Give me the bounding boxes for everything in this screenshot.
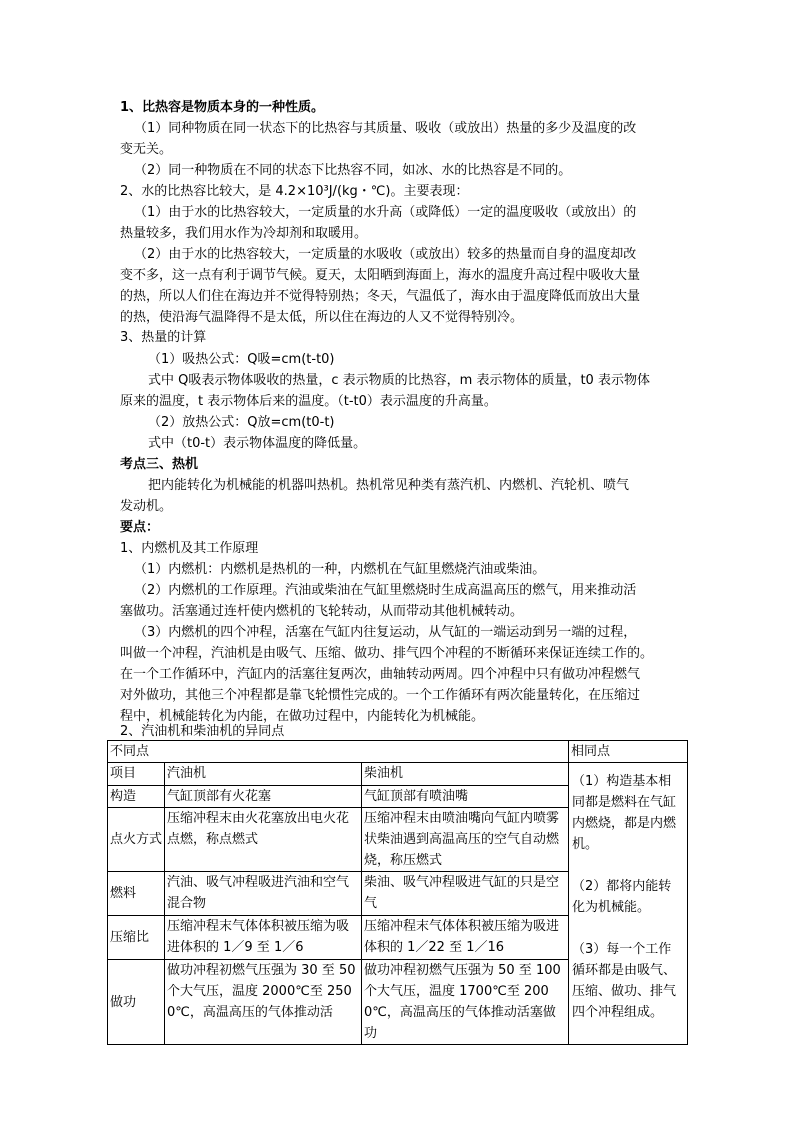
row-item: 压缩比 <box>108 915 165 959</box>
paragraph-line: （1）同种物质在同一状态下的比热容与其质量、吸收（或放出）热量的多少及温度的改 <box>134 121 637 136</box>
row-gas: 做功冲程初燃气压强为 30 至 50 个大气压，温度 2000℃至 2500℃，高温高压的气体推动活 <box>165 960 362 1045</box>
heading-comparison: 2、汽油机和柴油机的异同点 <box>120 724 285 739</box>
row-item: 燃料 <box>108 872 165 916</box>
row-gas: 汽油、吸气冲程吸进汽油和空气混合物 <box>165 872 362 916</box>
paragraph-line: 变无关。 <box>120 142 173 157</box>
paragraph-line: （1）由于水的比热容较大，一定质量的水升高（或降低）一定的温度吸收（或放出）的 <box>134 205 637 220</box>
paragraph-line: 原来的温度，t 表示物体后来的温度。（t-t0）表示温度的升高量。 <box>120 394 497 409</box>
same-point: （3）每一个工作循环都是由吸气、压缩、做功、排气四个冲程组成。 <box>572 942 677 1020</box>
paragraph-line: 在一个工作循环中，汽缸内的活塞往复两次，曲轴转动两周。四个冲程中只有做功冲程燃气 <box>120 667 641 682</box>
formula-heat-absorbed: （1）吸热公式：Q吸=cm(t-t0) <box>148 352 335 367</box>
row-diesel: 压缩冲程末由喷油嘴向气缸内喷雾状柴油遇到高温高压的空气自动燃烧，称压燃式 <box>362 808 569 872</box>
col-diesel-header: 柴油机 <box>362 763 569 786</box>
paragraph-line: （2）内燃机的工作原理。汽油或柴油在气缸里燃烧时生成高温高压的燃气，用来推动活 <box>134 583 637 598</box>
paragraph-line: 的热，使沿海气温降得不是太低，所以住在海边的人又不觉得特别冷。 <box>120 310 524 325</box>
paragraph-line: 把内能转化为机械能的机器叫热机。热机常见种类有蒸汽机、内燃机、汽轮机、喷气 <box>148 478 630 493</box>
heading-specific-heat-property: 1、比热容是物质本身的一种性质。 <box>120 100 325 115</box>
paragraph-line: 发动机。 <box>120 499 173 514</box>
row-diesel: 做功冲程初燃气压强为 50 至 100 个大气压，温度 1700℃至 2000℃，高温高压的气体推动活塞做功 <box>362 960 569 1045</box>
same-point: （2）都将内能转化为机械能。 <box>572 879 672 915</box>
same-point: （1）构造基本相同都是燃料在气缸内燃烧，都是内燃机。 <box>572 774 677 852</box>
heading-heat-engine: 考点三、热机 <box>120 457 199 472</box>
col-item-header: 项目 <box>108 763 165 786</box>
row-item: 点火方式 <box>108 808 165 872</box>
paragraph-line: （2）同一种物质在不同的状态下比热容不同，如冰、水的比热容是不同的。 <box>134 163 572 178</box>
col-gas-header: 汽油机 <box>165 763 362 786</box>
row-diesel: 压缩冲程末气体体积被压缩为吸进体积的 1／22 至 1／16 <box>362 915 569 959</box>
same-points-cell <box>569 763 688 1045</box>
comparison-table <box>107 740 688 1045</box>
row-item: 做功 <box>108 960 165 1045</box>
diff-header: 不同点 <box>108 741 569 763</box>
paragraph-line: 程中，机械能转化为内能，在做功过程中，内能转化为机械能。 <box>120 709 485 724</box>
formula-heat-released: （2）放热公式：Q放=cm(t0-t) <box>148 415 335 430</box>
paragraph-line: 2、水的比热容比较大，是 4.2×10³J/(kg・℃)。主要表现： <box>120 184 469 199</box>
heading-key-points: 要点： <box>120 520 160 535</box>
paragraph-line: （1）内燃机：内燃机是热机的一种，内燃机在气缸里燃烧汽油或柴油。 <box>134 562 546 577</box>
paragraph-line: 的热，所以人们住在海边并不觉得特别热；冬天，气温低了，海水由于温度降低而放出大量 <box>120 289 641 304</box>
heading-heat-calculation: 3、热量的计算 <box>120 330 207 345</box>
heading-internal-combustion: 1、内燃机及其工作原理 <box>120 541 259 556</box>
paragraph-line: 式中（t0-t）表示物体温度的降低量。 <box>148 436 367 451</box>
row-diesel: 气缸顶部有喷油嘴 <box>362 785 569 808</box>
paragraph-line: 热量较多，我们用水作为冷却剂和取暖用。 <box>120 226 368 241</box>
row-gas: 压缩冲程末由火花塞放出电火花点燃，称点燃式 <box>165 808 362 872</box>
paragraph-line: （2）由于水的比热容较大，一定质量的水吸收（或放出）较多的热量而自身的温度却改 <box>134 247 637 262</box>
paragraph-line: （3）内燃机的四个冲程，活塞在气缸内往复运动，从气缸的一端运动到另一端的过程， <box>134 625 637 640</box>
paragraph-line: 式中 Q吸表示物体吸收的热量，c 表示物质的比热容，m 表示物体的质量，t0 表示物体 <box>148 373 650 388</box>
row-gas: 气缸顶部有火花塞 <box>165 785 362 808</box>
paragraph-line: 对外做功，其他三个冲程都是靠飞轮惯性完成的。一个工作循环有两次能量转化，在压缩过 <box>120 688 641 703</box>
row-gas: 压缩冲程末气体体积被压缩为吸进体积的 1／9 至 1／6 <box>165 915 362 959</box>
row-diesel: 柴油、吸气冲程吸进气缸的只是空气 <box>362 872 569 916</box>
paragraph-line: 叫做一个冲程，汽油机是由吸气、压缩、做功、排气四个冲程的不断循环来保证连续工作的。 <box>120 646 654 661</box>
same-header: 相同点 <box>569 741 688 763</box>
row-item: 构造 <box>108 785 165 808</box>
paragraph-line: 变不多，这一点有利于调节气候。夏天，太阳晒到海面上，海水的温度升高过程中吸收大量 <box>120 268 641 283</box>
paragraph-line: 塞做功。活塞通过连杆使内燃机的飞轮转动，从而带动其他机械转动。 <box>120 604 524 619</box>
